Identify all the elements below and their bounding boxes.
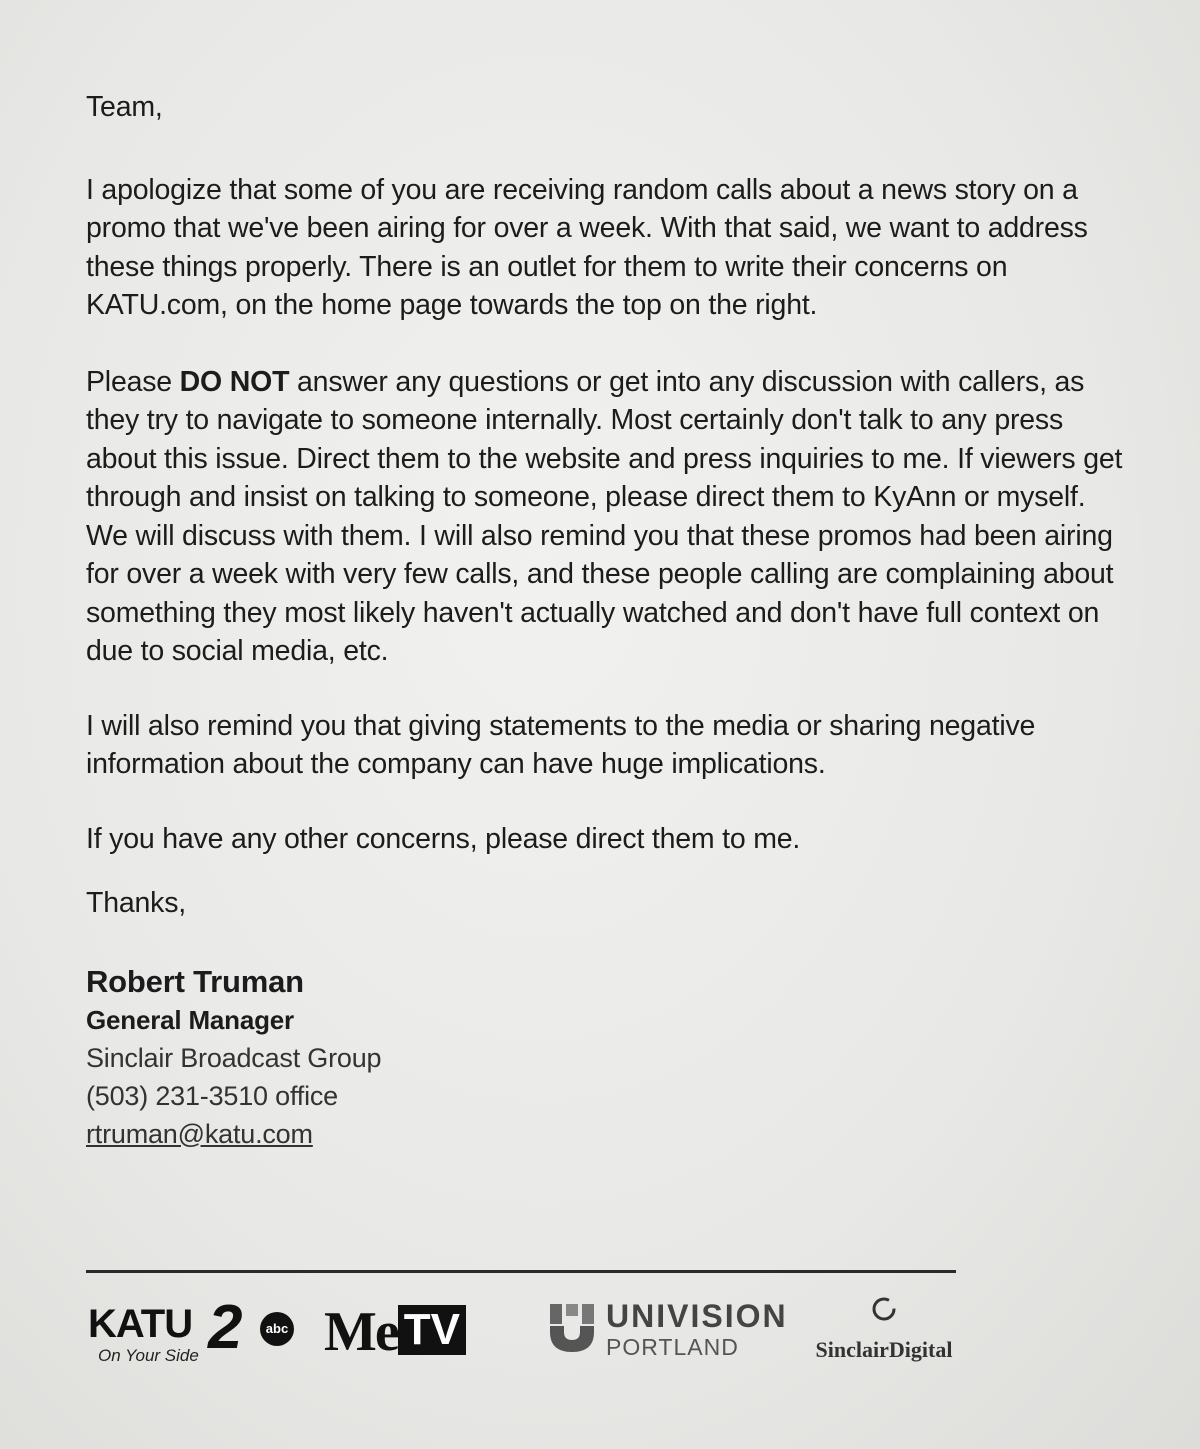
signer-email-link[interactable]: rtruman@katu.com xyxy=(86,1118,313,1149)
sinclair-ring-icon xyxy=(871,1296,897,1322)
paragraph-1: I apologize that some of you are receiving random calls about a news story on a promo that we've been airing for over a week. With that said, we want to address these things properly. There is an outlet for them to write their concerns on KATU.com, on the home page towards the top on the right. xyxy=(86,173,1088,321)
signer-company: Sinclair Broadcast Group xyxy=(86,1042,382,1073)
metv-me-wordmark: Me xyxy=(324,1301,398,1363)
signer-title: General Manager xyxy=(86,1004,294,1035)
paragraph-3: I will also remind you that giving statements to the media or sharing negative information about the company can have huge implications. xyxy=(86,709,1036,780)
metv-tv-wordmark: TV xyxy=(398,1305,466,1355)
abc-logo: abc xyxy=(260,1312,294,1346)
sinclair-digital-wordmark: SinclairDigital xyxy=(815,1337,953,1362)
signer-name: Robert Truman xyxy=(86,963,304,999)
paragraph-2-start: Please xyxy=(86,365,180,398)
katu-logo xyxy=(88,1293,289,1365)
metv-logo xyxy=(324,1300,466,1364)
footer-divider xyxy=(86,1270,956,1273)
katu-wordmark: KATU xyxy=(88,1302,193,1346)
greeting: Team, xyxy=(86,91,163,123)
letter-body xyxy=(86,88,1126,1153)
footer-logos xyxy=(86,1290,986,1380)
univision-subtitle: PORTLAND xyxy=(606,1334,739,1360)
paragraph-2-rest: answer any questions or get into any discussion with callers, as they try to navigate to someone internally. Most certainly don't talk to any press about this issue. Direct them to the website and press inquiries to me. If viewers get through and insist on talking to someone, please direct them to KyAnn or myself. We will discuss with them. I will also remind you that these promos had been airing for over a week with very few calls, and these people calling are complaining about something they most likely haven't actually watched and don't have full context on due to social media, etc. xyxy=(86,365,1123,667)
katu-channel-number: 2 xyxy=(208,1293,243,1362)
closing: Thanks, xyxy=(86,887,186,919)
signature-block xyxy=(86,963,1126,1153)
signer-phone: (503) 231-3510 office xyxy=(86,1080,338,1111)
paragraph-2-emphasis: DO NOT xyxy=(179,365,290,398)
paragraph-2 xyxy=(86,363,1126,671)
univision-wordmark: UNIVISION xyxy=(606,1298,788,1334)
katu-tagline: On Your Side xyxy=(98,1346,199,1365)
sinclair-digital-logo xyxy=(804,1296,964,1363)
univision-mark-icon xyxy=(548,1302,596,1354)
paragraph-4: If you have any other concerns, please direct them to me. xyxy=(86,822,801,855)
